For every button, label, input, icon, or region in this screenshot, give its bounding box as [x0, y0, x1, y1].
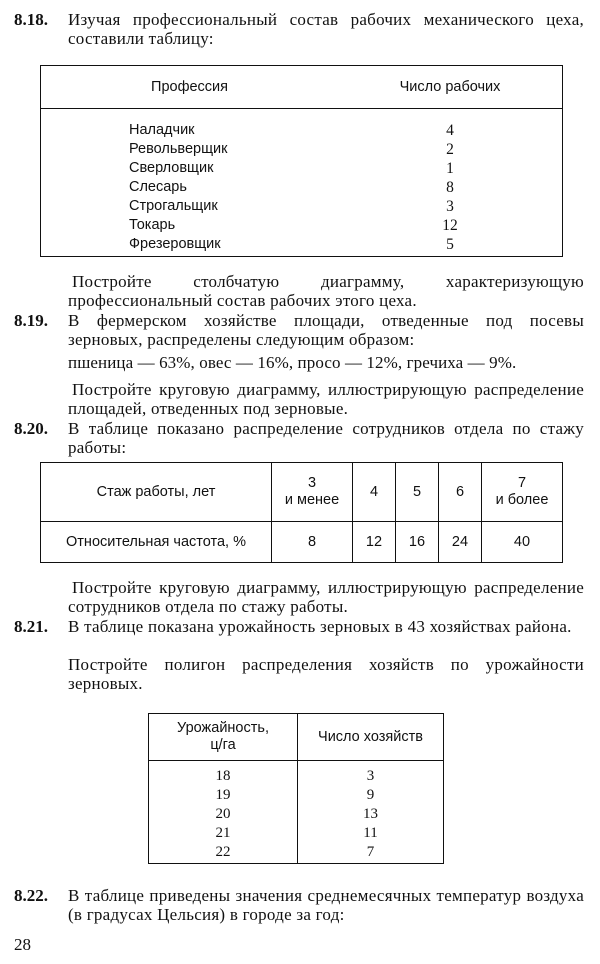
problem-values: пшеница — 63%, овес — 16%, просо — 12%, гречиха — 9%. — [68, 353, 517, 372]
table-cell: Токарь — [129, 217, 176, 233]
table-cell: 24 — [439, 522, 482, 563]
problem-number: 8.22. — [14, 886, 48, 905]
table-cell: 40 — [482, 522, 563, 563]
problem-task: Постройте столбчатую диаграмму, характеризующую профессиональный состав рабочих этого цеха. — [68, 272, 584, 310]
table-cell: Строгальщик — [129, 198, 218, 214]
header-line: и более — [495, 492, 549, 508]
problem-number: 8.21. — [14, 617, 48, 636]
table-cell: Сверловщик — [129, 160, 214, 176]
farms-column — [298, 761, 444, 864]
table-cell: Фрезеровщик — [129, 236, 221, 252]
table-cell: 9 — [366, 787, 375, 803]
table-cell: 3 — [446, 198, 454, 215]
professions-table — [40, 65, 563, 257]
problem-text: В таблице показано распределение сотрудников отдела по стажу работы: — [68, 419, 584, 457]
page-number: 28 — [14, 935, 31, 954]
table-cell: 16 — [396, 522, 439, 563]
experience-table — [40, 462, 563, 563]
table-cell: 7 — [366, 844, 375, 860]
table-header — [272, 463, 353, 522]
table-cell: 4 — [446, 122, 454, 139]
table-header: 5 — [396, 463, 439, 522]
table-header: Стаж работы, лет — [41, 463, 272, 522]
table-cell: 5 — [446, 236, 454, 253]
table-cell: 21 — [215, 825, 231, 841]
problem-text: В таблице показана урожайность зерновых в 43 хозяйствах района. — [68, 617, 572, 636]
yield-table — [148, 713, 444, 864]
problem-text: В фермерском хозяйстве площади, отведенные под посевы зерновых, распределены следующим образом: — [68, 311, 584, 349]
header-line: 7 — [517, 475, 527, 491]
table-cell: 22 — [215, 844, 231, 860]
table-cell: Наладчик — [129, 122, 195, 138]
problem-task: Постройте полигон распределения хозяйств по урожайности зерновых. — [68, 655, 584, 693]
header-line: Урожайность, — [177, 720, 269, 736]
problem-text: Изучая профессиональный состав рабочих механического цеха, составили таблицу: — [68, 10, 584, 48]
table-cell: 20 — [215, 806, 231, 822]
table-header: Число хозяйств — [298, 714, 444, 761]
table-cell: Слесарь — [129, 179, 187, 195]
header-line: и менее — [284, 492, 340, 508]
problem-text: В таблице приведены значения среднемесячных температур воздуха (в градусах Цельсия) в городе за год: — [68, 886, 584, 924]
table-cell: 18 — [215, 768, 231, 784]
table-cell: 11 — [363, 825, 378, 841]
header-line: 3 — [307, 475, 317, 491]
yield-column — [149, 761, 298, 864]
table-header — [482, 463, 563, 522]
table-header: 6 — [439, 463, 482, 522]
table-header: Число рабочих — [338, 66, 562, 109]
problem-task: Постройте круговую диаграмму, иллюстрирующую распределение сотрудников отдела по стажу работы. — [68, 578, 584, 616]
header-line: ц/га — [210, 737, 236, 753]
problem-number: 8.19. — [14, 311, 48, 330]
table-header — [149, 714, 298, 761]
problem-task: Постройте круговую диаграмму, иллюстрирующую распределение площадей, отведенных под зерновые. — [68, 380, 584, 418]
table-cell: 8 — [272, 522, 353, 563]
table-cell: 1 — [446, 160, 454, 177]
table-cell: Револьверщик — [129, 141, 228, 157]
problem-number: 8.18. — [14, 10, 48, 29]
table-cell: 12 — [442, 217, 458, 234]
table-cell: 13 — [363, 806, 378, 822]
problem-number: 8.20. — [14, 419, 48, 438]
professions-column — [41, 109, 339, 257]
table-cell: 2 — [446, 141, 454, 158]
table-cell: 19 — [215, 787, 231, 803]
table-header: 4 — [353, 463, 396, 522]
table-cell: 8 — [446, 179, 454, 196]
table-cell: 3 — [366, 768, 375, 784]
table-row-label: Относительная частота, % — [41, 522, 272, 563]
table-header: Профессия — [41, 66, 339, 109]
counts-column — [338, 109, 562, 257]
table-cell: 12 — [353, 522, 396, 563]
